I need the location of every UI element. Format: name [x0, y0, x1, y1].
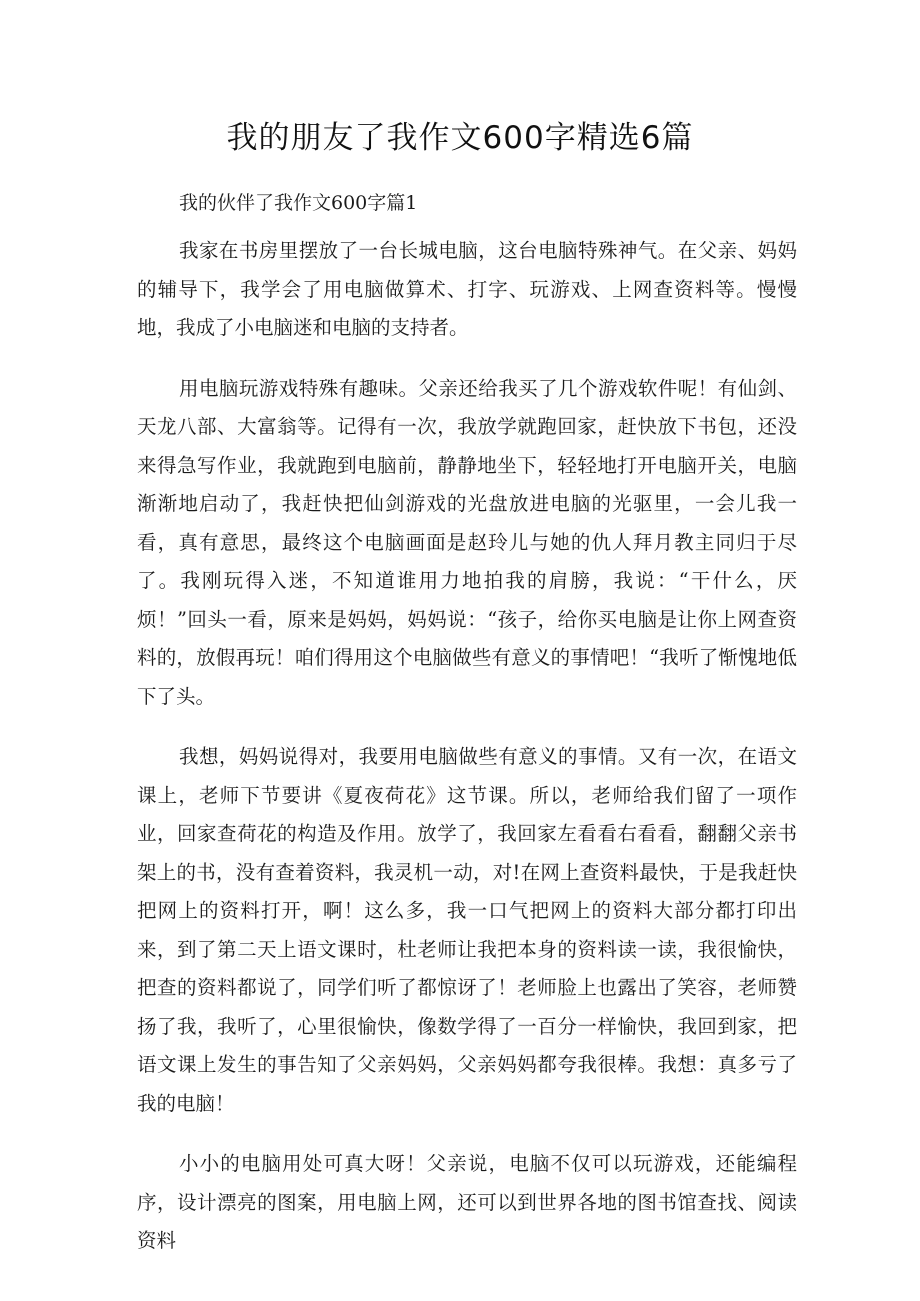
- section-heading: 我的伙伴了我作文600字篇1: [179, 192, 418, 214]
- paragraph-3: 我想，妈妈说得对，我要用电脑做些有意义的事情。又有一次，在语文课上，老师下节要讲《夏夜荷花》这节课。所以，老师给我们留了一项作业，回家查荷花的构造及作用。放学了，我回家左看看右看看，翻翻父亲书架上的书，没有查着资料，我灵机一动，对!在网上查资料最快，于是我赶快把网上的资料打开，啊！这么多，我一口气把网上的资料大部分都打印出来，到了第二天上语文课时，杜老师让我把本身的资料读一读，我很愉快，把查的资料都说了，同学们听了都惊讶了！老师脸上也露出了笑容，老师赞扬了我，我听了，心里很愉快，像数学得了一百分一样愉快，我回到家，把语文课上发生的事告知了父亲妈妈，父亲妈妈都夸我很棒。我想：真多亏了我的电脑！: [137, 745, 797, 1115]
- paragraph-2: 用电脑玩游戏特殊有趣味。父亲还给我买了几个游戏软件呢！有仙剑、天龙八部、大富翁等。记得有一次，我放学就跑回家，赶快放下书包，还没来得急写作业，我就跑到电脑前，静静地坐下，轻轻地打开电脑开关，电脑渐渐地启动了，我赶快把仙剑游戏的光盘放进电脑的光驱里，一会儿我一看，真有意思，最终这个电脑画面是赵玲儿与她的仇人拜月教主同归于尽了。我刚玩得入迷，不知道谁用力地拍我的肩膀，我说：“干什么，厌烦！”回头一看，原来是妈妈，妈妈说：“孩子，给你买电脑是让你上网查资料的，放假再玩！咱们得用这个电脑做些有意义的事情吧！“我听了惭愧地低下了头。: [137, 376, 797, 708]
- paragraph-1: 我家在书房里摆放了一台长城电脑，这台电脑特殊神气。在父亲、妈妈的辅导下，我学会了用电脑做算术、打字、玩游戏、上网查资料等。慢慢地，我成了小电脑迷和电脑的支持者。: [137, 239, 797, 339]
- document-title: 我的朋友了我作文600字精选6篇: [226, 120, 694, 156]
- article-body: [137, 232, 797, 1283]
- paragraph-4: 小小的电脑用处可真大呀！父亲说，电脑不仅可以玩游戏，还能编程序，设计漂亮的图案，用电脑上网，还可以到世界各地的图书馆查找、阅读资料: [137, 1152, 797, 1252]
